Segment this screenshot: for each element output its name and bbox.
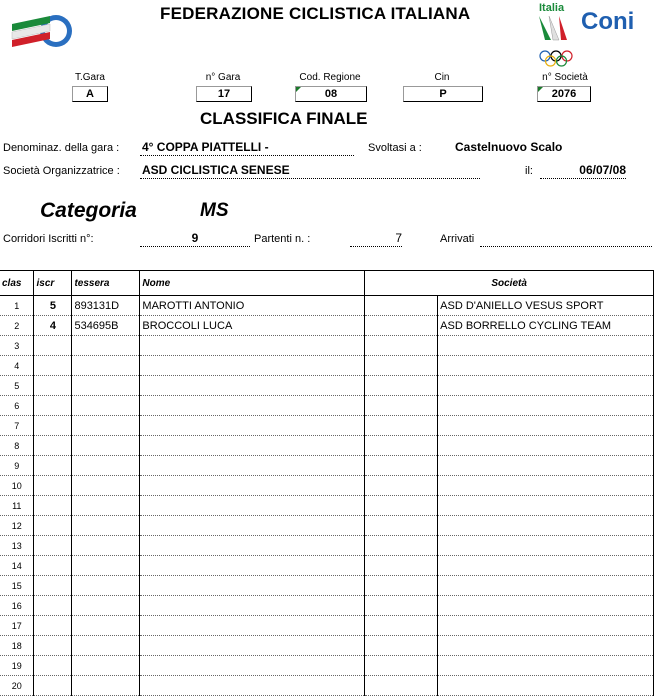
table-cell-empty: [365, 316, 438, 336]
table-cell-iscr: [34, 436, 72, 456]
table-cell-empty: [365, 336, 438, 356]
table-header-row: [0, 271, 654, 296]
table-cell-empty: [365, 556, 438, 576]
table-cell-clas: 7: [0, 416, 34, 436]
coni-logo: [535, 2, 645, 70]
table-row: [0, 456, 654, 476]
race-name-value: 4° COPPA PIATTELLI -: [140, 140, 354, 156]
table-cell-tessera: 534695B: [72, 316, 140, 336]
table-row: [0, 336, 654, 356]
table-cell-empty: [365, 476, 438, 496]
table-cell-clas: 3: [0, 336, 34, 356]
code-value-regione: 08: [295, 86, 367, 102]
table-cell-iscr: [34, 576, 72, 596]
coni-logo-text: Coni: [581, 8, 635, 35]
table-cell-iscr: [34, 556, 72, 576]
table-cell-clas: 12: [0, 516, 34, 536]
table-cell-clas: 4: [0, 356, 34, 376]
code-label-regione: Cod. Regione: [299, 72, 361, 83]
table-cell-tessera: [72, 516, 140, 536]
table-cell-nome: [140, 516, 365, 536]
table-cell-societa: [438, 416, 654, 436]
table-cell-nome: [140, 436, 365, 456]
table-row: [0, 516, 654, 536]
table-cell-nome: [140, 336, 365, 356]
code-label-tgara: T.Gara: [74, 72, 105, 83]
table-cell-nome: [140, 476, 365, 496]
table-cell-nome: [140, 396, 365, 416]
table-cell-empty: [365, 516, 438, 536]
col-header-nome: Nome: [140, 271, 365, 296]
table-cell-clas: 2: [0, 316, 34, 336]
table-cell-societa: [438, 536, 654, 556]
table-cell-nome: MAROTTI ANTONIO: [140, 296, 365, 316]
table-cell-tessera: [72, 656, 140, 676]
table-cell-clas: 10: [0, 476, 34, 496]
coni-flag-icon: [535, 14, 581, 42]
partenti-value: 7: [350, 231, 402, 247]
results-table: [0, 270, 654, 696]
table-row: [0, 396, 654, 416]
table-cell-iscr: [34, 376, 72, 396]
table-cell-societa: [438, 596, 654, 616]
table-cell-societa: [438, 496, 654, 516]
table-cell-tessera: [72, 336, 140, 356]
table-cell-iscr: [34, 536, 72, 556]
table-cell-tessera: [72, 636, 140, 656]
table-cell-societa: [438, 356, 654, 376]
table-cell-iscr: [34, 596, 72, 616]
iscritti-label: Corridori Iscritti n°:: [3, 233, 94, 245]
table-cell-empty: [365, 456, 438, 476]
table-cell-clas: 8: [0, 436, 34, 456]
table-cell-iscr: [34, 496, 72, 516]
table-cell-iscr: [34, 476, 72, 496]
table-cell-tessera: 893131D: [72, 296, 140, 316]
table-cell-iscr: [34, 656, 72, 676]
table-cell-societa: [438, 616, 654, 636]
table-row: [0, 616, 654, 636]
table-cell-iscr: [34, 516, 72, 536]
table-cell-societa: [438, 376, 654, 396]
iscritti-value: 9: [140, 231, 250, 247]
arrivati-value: [480, 231, 652, 247]
table-row: [0, 376, 654, 396]
table-cell-societa: [438, 656, 654, 676]
table-cell-clas: 5: [0, 376, 34, 396]
table-cell-nome: [140, 456, 365, 476]
table-cell-empty: [365, 356, 438, 376]
table-row: [0, 556, 654, 576]
table-cell-societa: [438, 436, 654, 456]
table-cell-tessera: [72, 476, 140, 496]
coni-logo-text-top: Italia: [539, 2, 565, 14]
code-label-ngara: n° Gara: [205, 72, 241, 83]
table-cell-tessera: [72, 436, 140, 456]
table-cell-nome: [140, 416, 365, 436]
table-cell-societa: [438, 556, 654, 576]
table-cell-nome: [140, 596, 365, 616]
table-row: [0, 656, 654, 676]
table-cell-tessera: [72, 536, 140, 556]
table-cell-iscr: 4: [34, 316, 72, 336]
table-cell-societa: [438, 476, 654, 496]
table-cell-tessera: [72, 596, 140, 616]
table-cell-empty: [365, 656, 438, 676]
date-label: il:: [525, 165, 533, 177]
table-row: [0, 496, 654, 516]
table-cell-iscr: [34, 616, 72, 636]
table-cell-iscr: [34, 676, 72, 696]
page-title: FEDERAZIONE CICLISTICA ITALIANA: [160, 4, 471, 23]
table-row: [0, 296, 654, 316]
table-cell-nome: [140, 636, 365, 656]
table-row: [0, 416, 654, 436]
col-header-iscr: iscr: [34, 271, 72, 296]
table-row: [0, 536, 654, 556]
table-cell-iscr: [34, 636, 72, 656]
table-cell-empty: [365, 576, 438, 596]
organizer-label: Società Organizzatrice :: [3, 165, 120, 177]
category-label: Categoria: [40, 199, 137, 222]
code-value-ngara: 17: [196, 86, 252, 102]
table-cell-nome: [140, 376, 365, 396]
table-cell-nome: [140, 556, 365, 576]
table-cell-clas: 20: [0, 676, 34, 696]
table-cell-tessera: [72, 676, 140, 696]
table-cell-nome: BROCCOLI LUCA: [140, 316, 365, 336]
table-cell-clas: 1: [0, 296, 34, 316]
table-cell-clas: 17: [0, 616, 34, 636]
table-cell-societa: [438, 636, 654, 656]
table-cell-iscr: [34, 336, 72, 356]
table-cell-nome: [140, 676, 365, 696]
table-cell-nome: [140, 496, 365, 516]
category-value: MS: [200, 200, 229, 221]
table-cell-empty: [365, 376, 438, 396]
table-row: [0, 476, 654, 496]
table-cell-tessera: [72, 616, 140, 636]
organizer-value: ASD CICLISTICA SENESE: [140, 163, 480, 179]
table-cell-tessera: [72, 356, 140, 376]
table-cell-clas: 19: [0, 656, 34, 676]
table-cell-societa: [438, 456, 654, 476]
code-label-societa: n° Società: [542, 72, 588, 83]
table-cell-tessera: [72, 416, 140, 436]
table-row: [0, 676, 654, 696]
table-cell-iscr: 5: [34, 296, 72, 316]
table-cell-societa: [438, 676, 654, 696]
table-cell-empty: [365, 616, 438, 636]
table-cell-societa: [438, 396, 654, 416]
table-cell-clas: 6: [0, 396, 34, 416]
race-place-value: Castelnuovo Scalo: [455, 140, 563, 154]
classifica-title: CLASSIFICA FINALE: [200, 109, 368, 128]
table-cell-empty: [365, 416, 438, 436]
table-cell-tessera: [72, 576, 140, 596]
table-row: [0, 436, 654, 456]
table-cell-clas: 18: [0, 636, 34, 656]
table-cell-iscr: [34, 356, 72, 376]
table-row: [0, 316, 654, 336]
table-cell-iscr: [34, 416, 72, 436]
table-cell-nome: [140, 356, 365, 376]
table-cell-empty: [365, 296, 438, 316]
table-cell-tessera: [72, 456, 140, 476]
table-cell-nome: [140, 536, 365, 556]
table-cell-tessera: [72, 376, 140, 396]
table-cell-tessera: [72, 396, 140, 416]
olympic-rings-icon: [539, 50, 573, 68]
col-header-tessera: tessera: [72, 271, 140, 296]
table-cell-clas: 11: [0, 496, 34, 516]
code-value-tgara: A: [72, 86, 108, 102]
table-cell-empty: [365, 436, 438, 456]
fci-logo: [10, 14, 74, 48]
table-cell-iscr: [34, 396, 72, 416]
table-cell-empty: [365, 636, 438, 656]
table-cell-clas: 16: [0, 596, 34, 616]
table-cell-societa: ASD D'ANIELLO VESUS SPORT: [438, 296, 654, 316]
table-row: [0, 596, 654, 616]
table-cell-clas: 15: [0, 576, 34, 596]
col-header-societa: Società: [365, 271, 654, 296]
table-cell-empty: [365, 676, 438, 696]
date-value: 06/07/08: [540, 163, 626, 179]
arrivati-label: Arrivati: [440, 233, 475, 245]
race-name-label: Denominaz. della gara :: [3, 142, 120, 154]
table-row: [0, 356, 654, 376]
table-cell-societa: ASD BORRELLO CYCLING TEAM: [438, 316, 654, 336]
table-cell-nome: [140, 616, 365, 636]
table-cell-empty: [365, 496, 438, 516]
table-cell-empty: [365, 536, 438, 556]
table-row: [0, 636, 654, 656]
code-label-cin: Cin: [434, 72, 450, 83]
table-cell-empty: [365, 396, 438, 416]
table-cell-nome: [140, 576, 365, 596]
table-cell-empty: [365, 596, 438, 616]
table-cell-clas: 14: [0, 556, 34, 576]
table-cell-tessera: [72, 496, 140, 516]
table-cell-clas: 13: [0, 536, 34, 556]
race-place-label: Svoltasi a :: [368, 142, 422, 154]
col-header-clas: clas: [0, 271, 34, 296]
table-row: [0, 576, 654, 596]
table-cell-nome: [140, 656, 365, 676]
code-value-societa: 2076: [537, 86, 591, 102]
table-cell-societa: [438, 576, 654, 596]
table-cell-societa: [438, 516, 654, 536]
partenti-label: Partenti n. :: [254, 233, 311, 245]
code-value-cin: P: [403, 86, 483, 102]
table-cell-clas: 9: [0, 456, 34, 476]
table-cell-societa: [438, 336, 654, 356]
table-cell-tessera: [72, 556, 140, 576]
table-cell-iscr: [34, 456, 72, 476]
